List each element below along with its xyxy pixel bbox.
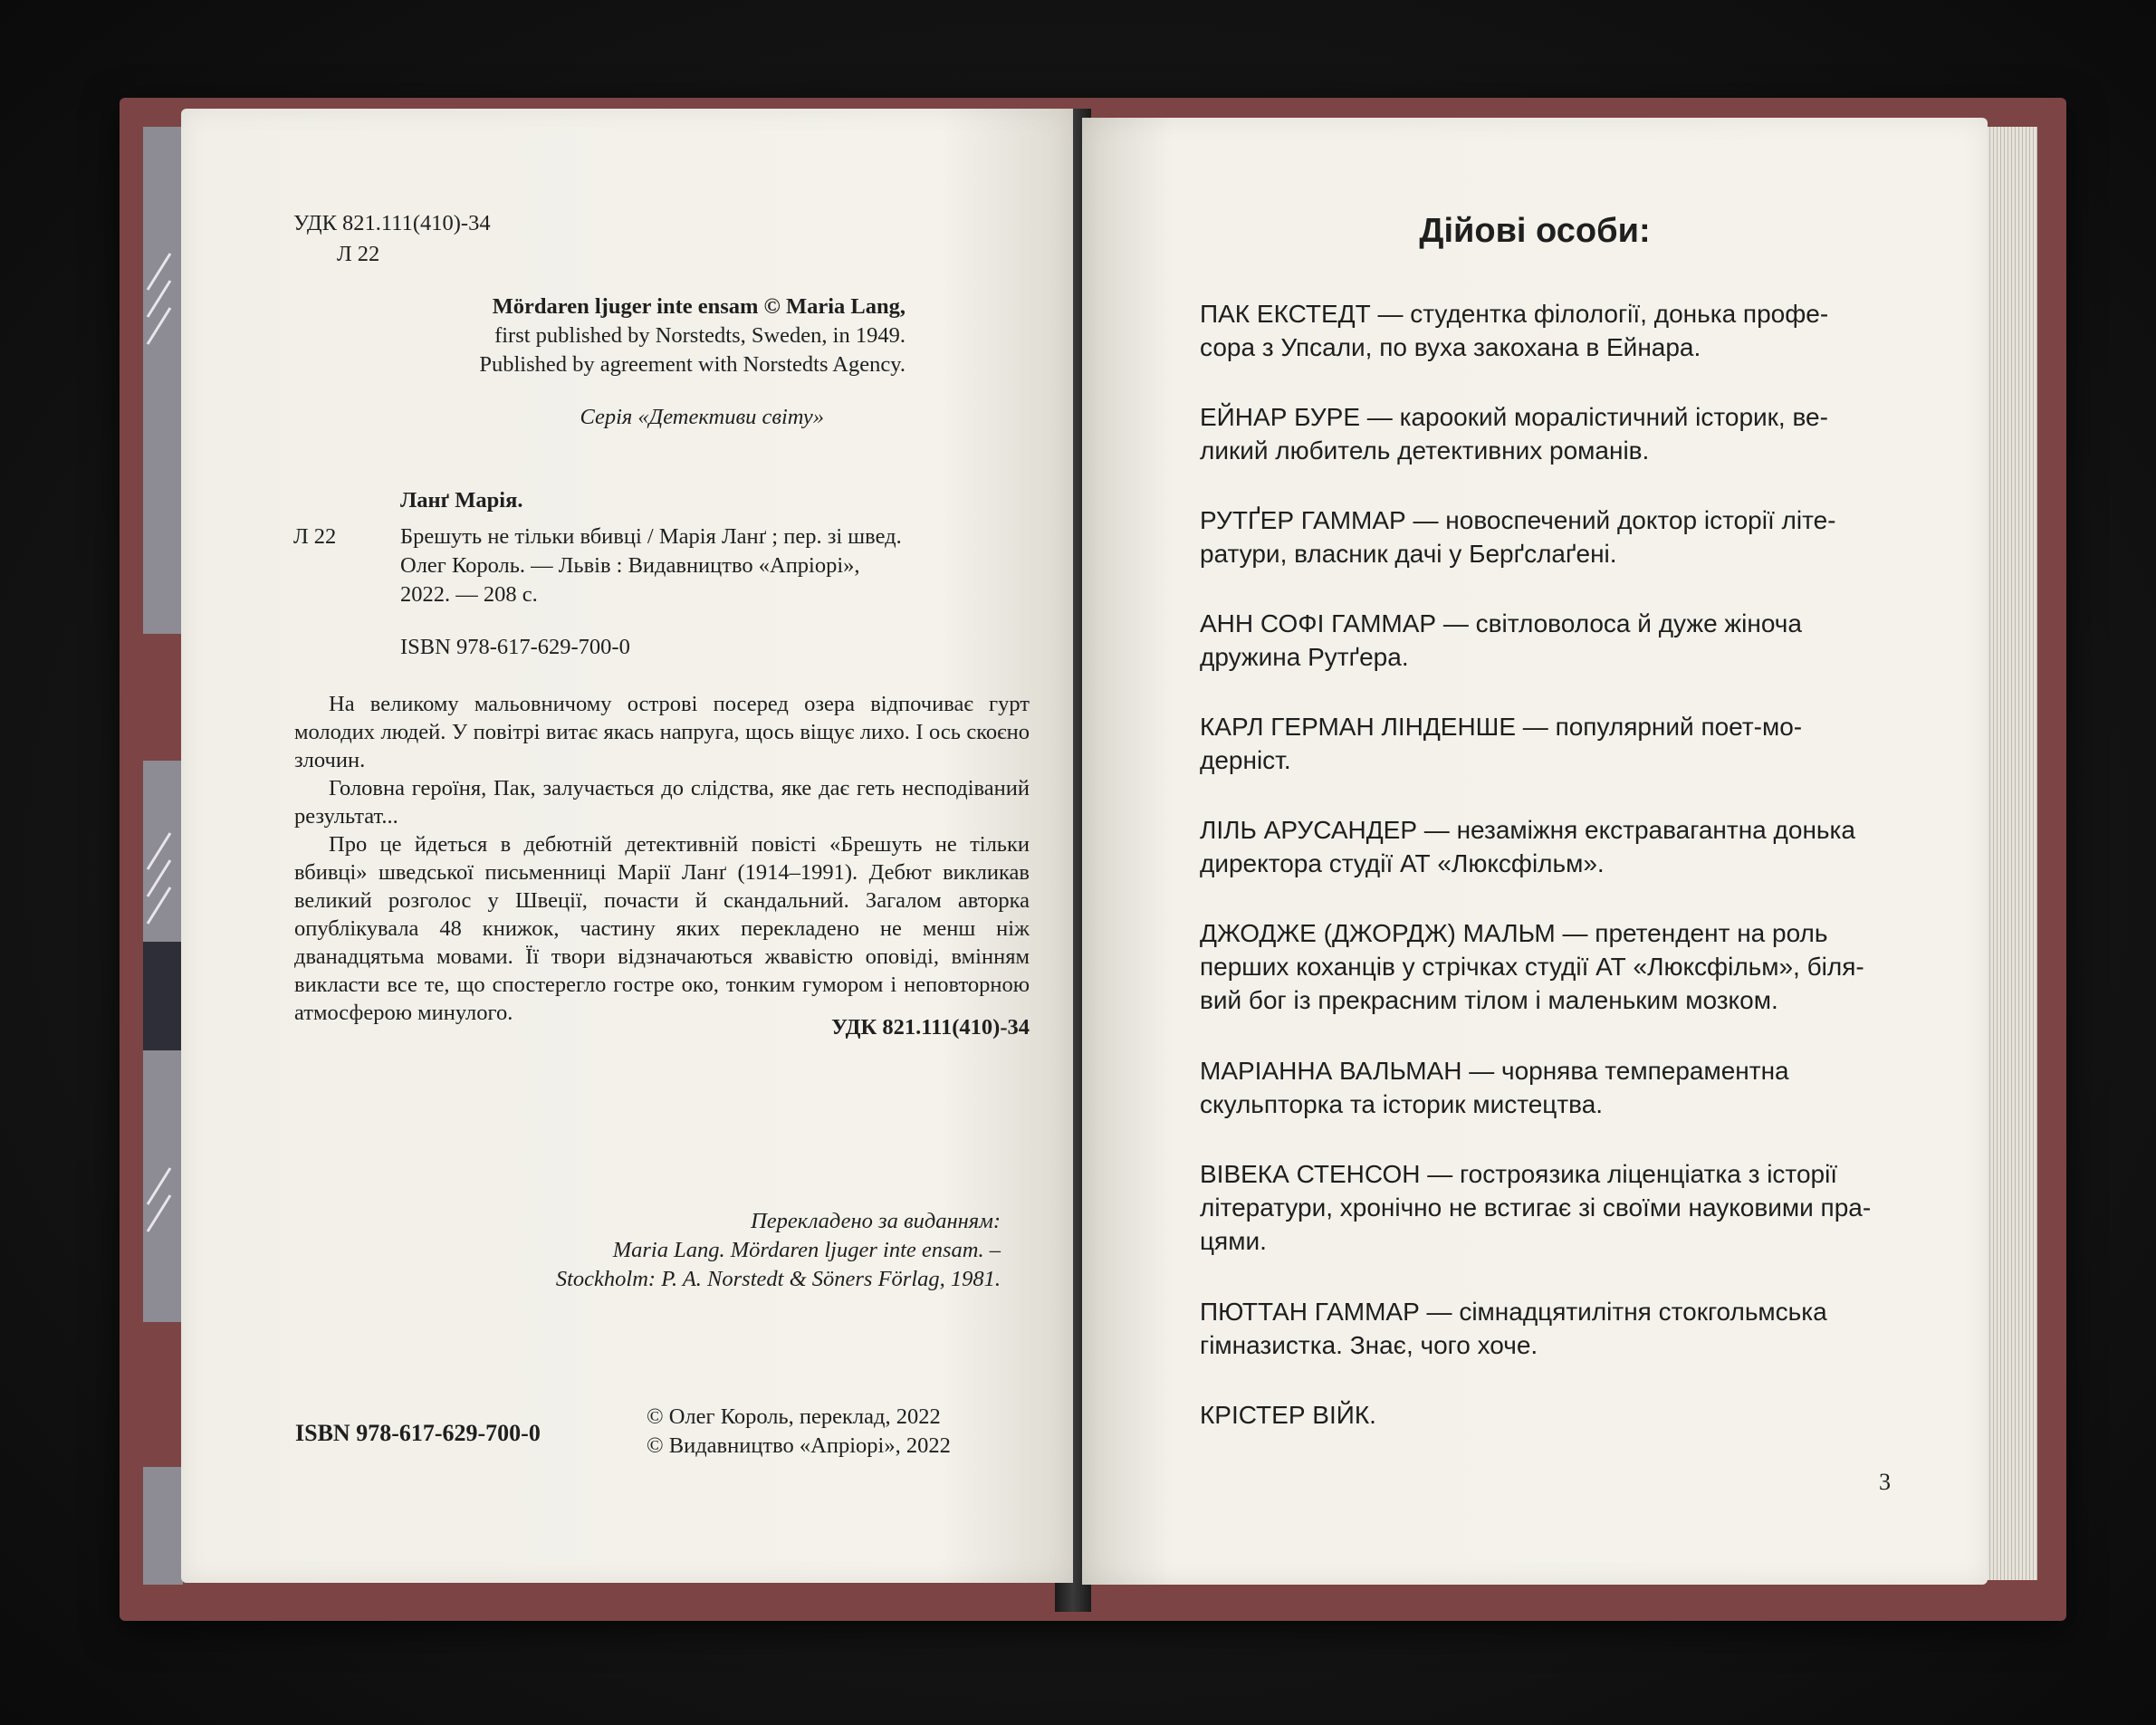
page-number: 3 <box>1879 1469 1891 1495</box>
translated-from-2: Maria Lang. Mördaren ljuger inte ensam. – <box>612 1238 1001 1262</box>
series-label: Серія «Детективи світу» <box>580 405 824 429</box>
character-entry <box>1200 916 1906 1017</box>
page-edges <box>1983 127 2037 1580</box>
biblio-line-1: Брешуть не тільки вбивці / Марія Ланґ ; пер. зі швед. <box>400 524 902 549</box>
annotation-paragraph: На великому мальовничому острові посеред озера відпочиває гурт молодих людей. У повітрі витає якась напруга, щось віщує лихо. І ось скоєно злочин. <box>294 692 1030 772</box>
annotation-paragraph: Про це йдеться в дебютній детективній повісті «Брешуть не тільки вбивці» шведської письменниці Марії Ланґ (1914–1991). Дебют викликав великий розголос у Швеції, почасти й скандальний. Загалом авторка опублікувала 48 книжок, частину яких перекладено не менш ніж дванадцятьма мовами. Її твори відзначаються жвавістю оповіді, вмінням викласти все те, що спостерегло гостре око, тонким гумором і неповторною атмосферою минулого. <box>294 832 1030 1025</box>
cover-pattern <box>143 127 183 1585</box>
code-entry: Л 22 <box>293 524 337 549</box>
character-line: ВІВЕКА СТЕНСОН — гостроязика ліценціатка з історії <box>1200 1160 1838 1188</box>
character-line: літератури, хронічно не встигає зі своїми науковими пра- <box>1200 1193 1872 1222</box>
character-line: ЛІЛЬ АРУСАНДЕР — незаміжня екстравагантна донька <box>1200 816 1855 844</box>
isbn-line: ISBN 978-617-629-700-0 <box>400 635 630 659</box>
character-line: скульпторка та історик мистецтва. <box>1200 1090 1604 1118</box>
character-line: ЕЙНАР БУРЕ — кароокий моралістичний історик, ве- <box>1200 403 1828 431</box>
annotation-paragraph: Головна героїня, Пак, залучається до слідства, яке дає геть несподіваний результат... <box>294 776 1030 829</box>
character-entry <box>1200 710 1906 777</box>
author-name: Ланґ Марія. <box>400 488 523 513</box>
character-entry <box>1200 607 1906 674</box>
annotation <box>294 690 1030 1027</box>
copyright-translation: © Олег Король, переклад, 2022 <box>647 1404 941 1429</box>
character-line: директора студії АТ «Люксфільм». <box>1200 849 1605 877</box>
character-entry <box>1200 400 1906 467</box>
copyright-line-1: Mördaren ljuger inte ensam © Maria Lang, <box>492 294 906 319</box>
character-line: ДЖОДЖЕ (ДЖОРДЖ) МАЛЬМ — претендент на роль <box>1200 919 1828 947</box>
copyright-publisher: © Видавництво «Апріорі», 2022 <box>647 1433 951 1458</box>
character-line: ПЮТТАН ГАММАР — сімнадцятилітня стокгольмська <box>1200 1298 1827 1326</box>
character-line: КАРЛ ГЕРМАН ЛІНДЕНШЕ — популярний поет-мо- <box>1200 713 1803 741</box>
code-top: Л 22 <box>337 242 380 266</box>
udk-top: УДК 821.111(410)-34 <box>293 211 491 235</box>
isbn-bold: ISBN 978-617-629-700-0 <box>295 1420 541 1446</box>
right-page <box>1082 118 1988 1585</box>
character-line: МАРІАННА ВАЛЬМАН — чорнява темпераментна <box>1200 1057 1789 1085</box>
character-line: КРІСТЕР ВІЙК. <box>1200 1401 1376 1429</box>
character-entry <box>1200 297 1906 364</box>
copyright-line-2: first published by Norstedts, Sweden, in 1949. <box>494 323 906 348</box>
biblio-line-2: Олег Король. — Львів : Видавництво «Апріорі», <box>400 553 860 578</box>
character-entry <box>1200 1295 1906 1362</box>
character-line: ПАК ЕКСТЕДТ — студентка філології, донька профе- <box>1200 300 1829 328</box>
translated-from-3: Stockholm: P. A. Norstedt & Söners Förlag, 1981. <box>555 1267 1001 1291</box>
character-entry <box>1200 1398 1906 1432</box>
character-line: АНН СОФІ ГАММАР — світловолоса й дуже жіноча <box>1200 609 1802 637</box>
character-line: цями. <box>1200 1227 1267 1255</box>
character-line: дерніст. <box>1200 746 1291 774</box>
character-line: гімназистка. Знає, чого хоче. <box>1200 1331 1538 1359</box>
left-page <box>181 109 1073 1583</box>
page-heading: Дійові особи: <box>1419 212 1651 250</box>
udk-bottom: УДК 821.111(410)-34 <box>831 1015 1030 1040</box>
copyright-line-3: Published by agreement with Norstedts Agency. <box>479 352 906 377</box>
character-entry <box>1200 1054 1906 1121</box>
character-line: сора з Упсали, по вуха закохана в Ейнара. <box>1200 333 1701 361</box>
character-entry <box>1200 813 1906 880</box>
biblio-line-3: 2022. — 208 с. <box>400 582 538 607</box>
character-line: перших коханців у стрічках студії АТ «Люксфільм», біля- <box>1200 953 1864 981</box>
character-line: РУТҐЕР ГАММАР — новоспечений доктор історії літе- <box>1200 506 1836 534</box>
character-line: ратури, власник дачі у Берґслаґені. <box>1200 540 1617 568</box>
character-entry <box>1200 1157 1906 1258</box>
character-line: дружина Рутґера. <box>1200 643 1409 671</box>
character-line: вий бог із прекрасним тілом і маленьким мозком. <box>1200 986 1778 1014</box>
translated-from-1: Перекладено за виданням: <box>751 1209 1001 1233</box>
character-line: ликий любитель детективних романів. <box>1200 436 1650 465</box>
character-entry <box>1200 503 1906 570</box>
